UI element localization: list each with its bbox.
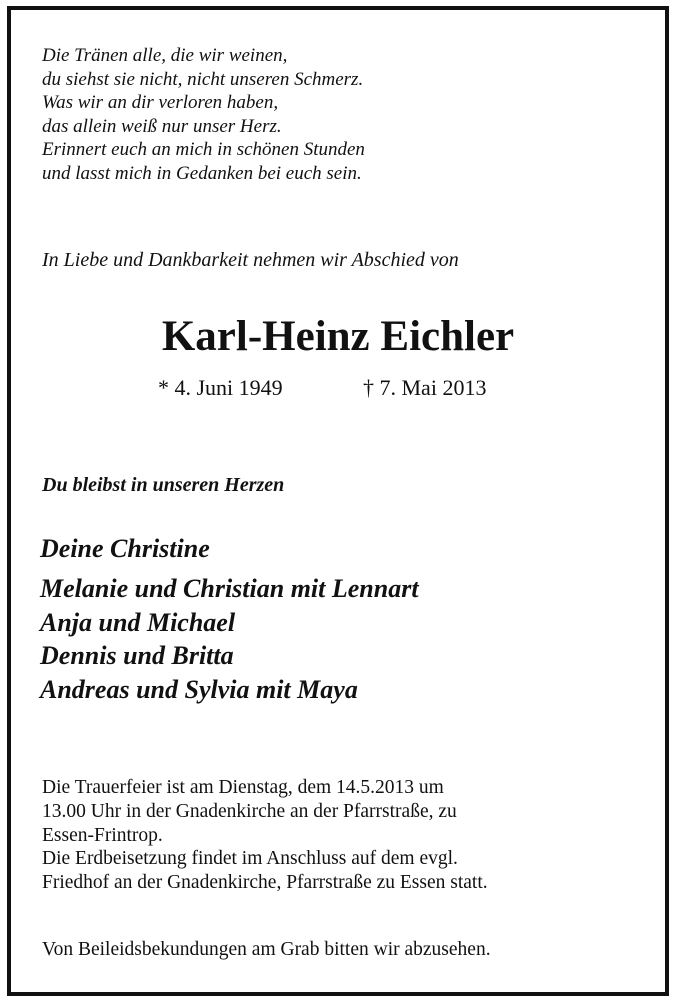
intro-text: In Liebe und Dankbarkeit nehmen wir Abschied von (42, 249, 459, 271)
life-dates (158, 375, 487, 401)
wife-name: Deine Christine (40, 534, 210, 563)
poem-line: du siehst sie nicht, nicht unseren Schmerz. (42, 68, 364, 90)
poem-line: Erinnert euch an mich in schönen Stunden (42, 139, 365, 161)
poem-line: Die Tränen alle, die wir weinen, (42, 45, 288, 66)
motto: Du bleibst in unseren Herzen (42, 474, 285, 496)
birth-date: * 4. Juni 1949 (158, 375, 283, 400)
funeral-info-line: Die Erdbeisetzung findet im Anschluss auf dem evgl. (42, 848, 458, 870)
funeral-info-line: Die Trauerfeier ist am Dienstag, dem 14.5.2013 um (42, 777, 444, 798)
mourner-line: Melanie und Christian mit Lennart (40, 574, 419, 603)
poem-line: und lasst mich in Gedanken bei euch sein. (42, 162, 362, 184)
funeral-info-line: Essen-Frintrop. (42, 824, 163, 846)
poem-line: Was wir an dir verloren haben, (42, 92, 279, 114)
funeral-info-line: Friedhof an der Gnadenkirche, Pfarrstraße zu Essen statt. (42, 872, 488, 894)
mourner-line: Anja und Michael (40, 607, 236, 637)
poem-line: das allein weiß nur unser Herz. (42, 115, 282, 137)
funeral-info (42, 776, 488, 895)
mourner-line: Dennis und Britta (40, 641, 234, 670)
funeral-info-line: 13.00 Uhr in der Gnadenkirche an der Pfarrstraße, zu (42, 800, 457, 822)
death-date: † 7. Mai 2013 (363, 375, 487, 400)
poem (42, 44, 365, 186)
mourner-line: Andreas und Sylvia mit Maya (40, 674, 358, 704)
mourners-list (40, 572, 419, 706)
closing-note: Von Beileidsbekundungen am Grab bitten wir abzusehen. (42, 939, 491, 960)
deceased-name: Karl-Heinz Eichler (161, 313, 515, 360)
